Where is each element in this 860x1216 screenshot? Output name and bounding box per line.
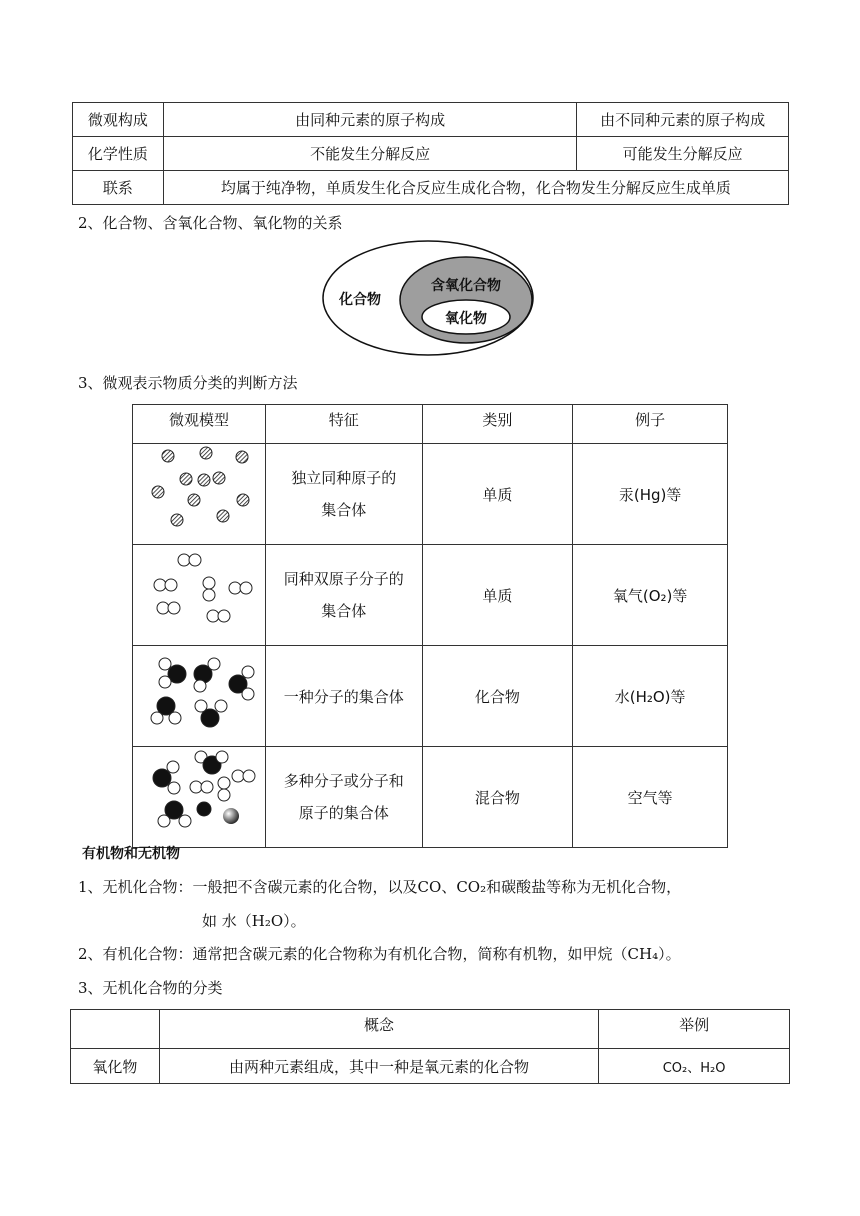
example-cell: CO₂、H₂O [599,1049,790,1084]
feature-text: 集合体 [321,501,367,519]
table-header-row [71,1010,790,1049]
paragraph: 2、有机化合物：通常把含碳元素的化合物称为有机化合物，简称有机物，如甲烷（CH₄）。 [78,945,681,963]
column-header: 特征 [265,405,422,444]
feature-text: 同种双原子分子的 [283,570,404,588]
compound-model-figure [134,646,264,742]
diatomic-model-figure [134,545,264,641]
feature-text: 独立同种原子的 [291,469,397,487]
feature-cell: 一种分子的集合体 [265,646,422,747]
section-heading: 有机物和无机物 [82,846,180,862]
category-cell: 化合物 [422,646,573,747]
column-header: 例子 [573,405,728,444]
column-header [71,1010,160,1049]
concept-cell: 由两种元素组成，其中一种是氧元素的化合物 [159,1049,598,1084]
example-cell: 水(H₂O)等 [573,646,728,747]
table-header-row [133,405,728,444]
mixture-model-figure [134,747,264,843]
table-row [73,137,789,171]
table-cell: 由不同种元素的原子构成 [577,103,789,137]
feature-cell [265,444,422,545]
paragraph: 1、无机化合物：一般把不含碳元素的化合物，以及CO、CO₂和碳酸盐等称为无机化合物， [78,878,682,896]
table-row [73,171,789,205]
section-title: 3、微观表示物质分类的判断方法 [78,374,298,392]
compound-venn-diagram [320,238,536,358]
inorganic-classification-table [70,1009,790,1084]
row-label: 联系 [73,171,164,205]
category-cell: 单质 [422,545,573,646]
micro-model-cell [133,646,266,747]
feature-cell [265,545,422,646]
table-row [133,545,728,646]
substance-comparison-table [72,102,789,205]
venn-inner-label: 氧化物 [445,311,487,327]
paragraph: 如 水（H₂O）。 [202,912,306,930]
table-cell: 可能发生分解反应 [577,137,789,171]
column-header: 类别 [422,405,573,444]
row-label: 氧化物 [71,1049,160,1084]
category-cell: 混合物 [422,747,573,848]
row-label: 化学性质 [73,137,164,171]
venn-outer-label: 化合物 [339,292,381,308]
micro-model-cell [133,545,266,646]
column-header: 概念 [159,1010,598,1049]
feature-text: 原子的集合体 [298,804,389,822]
table-row [73,103,789,137]
section-title: 2、化合物、含氧化合物、氧化物的关系 [78,214,343,232]
column-header: 微观模型 [133,405,266,444]
micro-model-cell [133,747,266,848]
paragraph: 3、无机化合物的分类 [78,979,223,997]
example-cell: 空气等 [573,747,728,848]
feature-text: 多种分子或分子和 [283,772,404,790]
column-header: 举例 [599,1010,790,1049]
table-cell-merged: 均属于纯净物，单质发生化合反应生成化合物，化合物发生分解反应生成单质 [163,171,788,205]
table-cell: 不能发生分解反应 [163,137,576,171]
table-row [133,646,728,747]
table-cell: 由同种元素的原子构成 [163,103,576,137]
feature-cell [265,747,422,848]
row-label: 微观构成 [73,103,164,137]
atom-model-figure [134,444,264,540]
micro-model-table [132,404,728,848]
table-row [133,444,728,545]
example-cell: 氧气(O₂)等 [573,545,728,646]
micro-model-cell [133,444,266,545]
feature-text: 集合体 [321,602,367,620]
venn-middle-label: 含氧化合物 [431,278,501,294]
table-row [133,747,728,848]
table-row [71,1049,790,1084]
example-cell: 汞(Hg)等 [573,444,728,545]
category-cell: 单质 [422,444,573,545]
